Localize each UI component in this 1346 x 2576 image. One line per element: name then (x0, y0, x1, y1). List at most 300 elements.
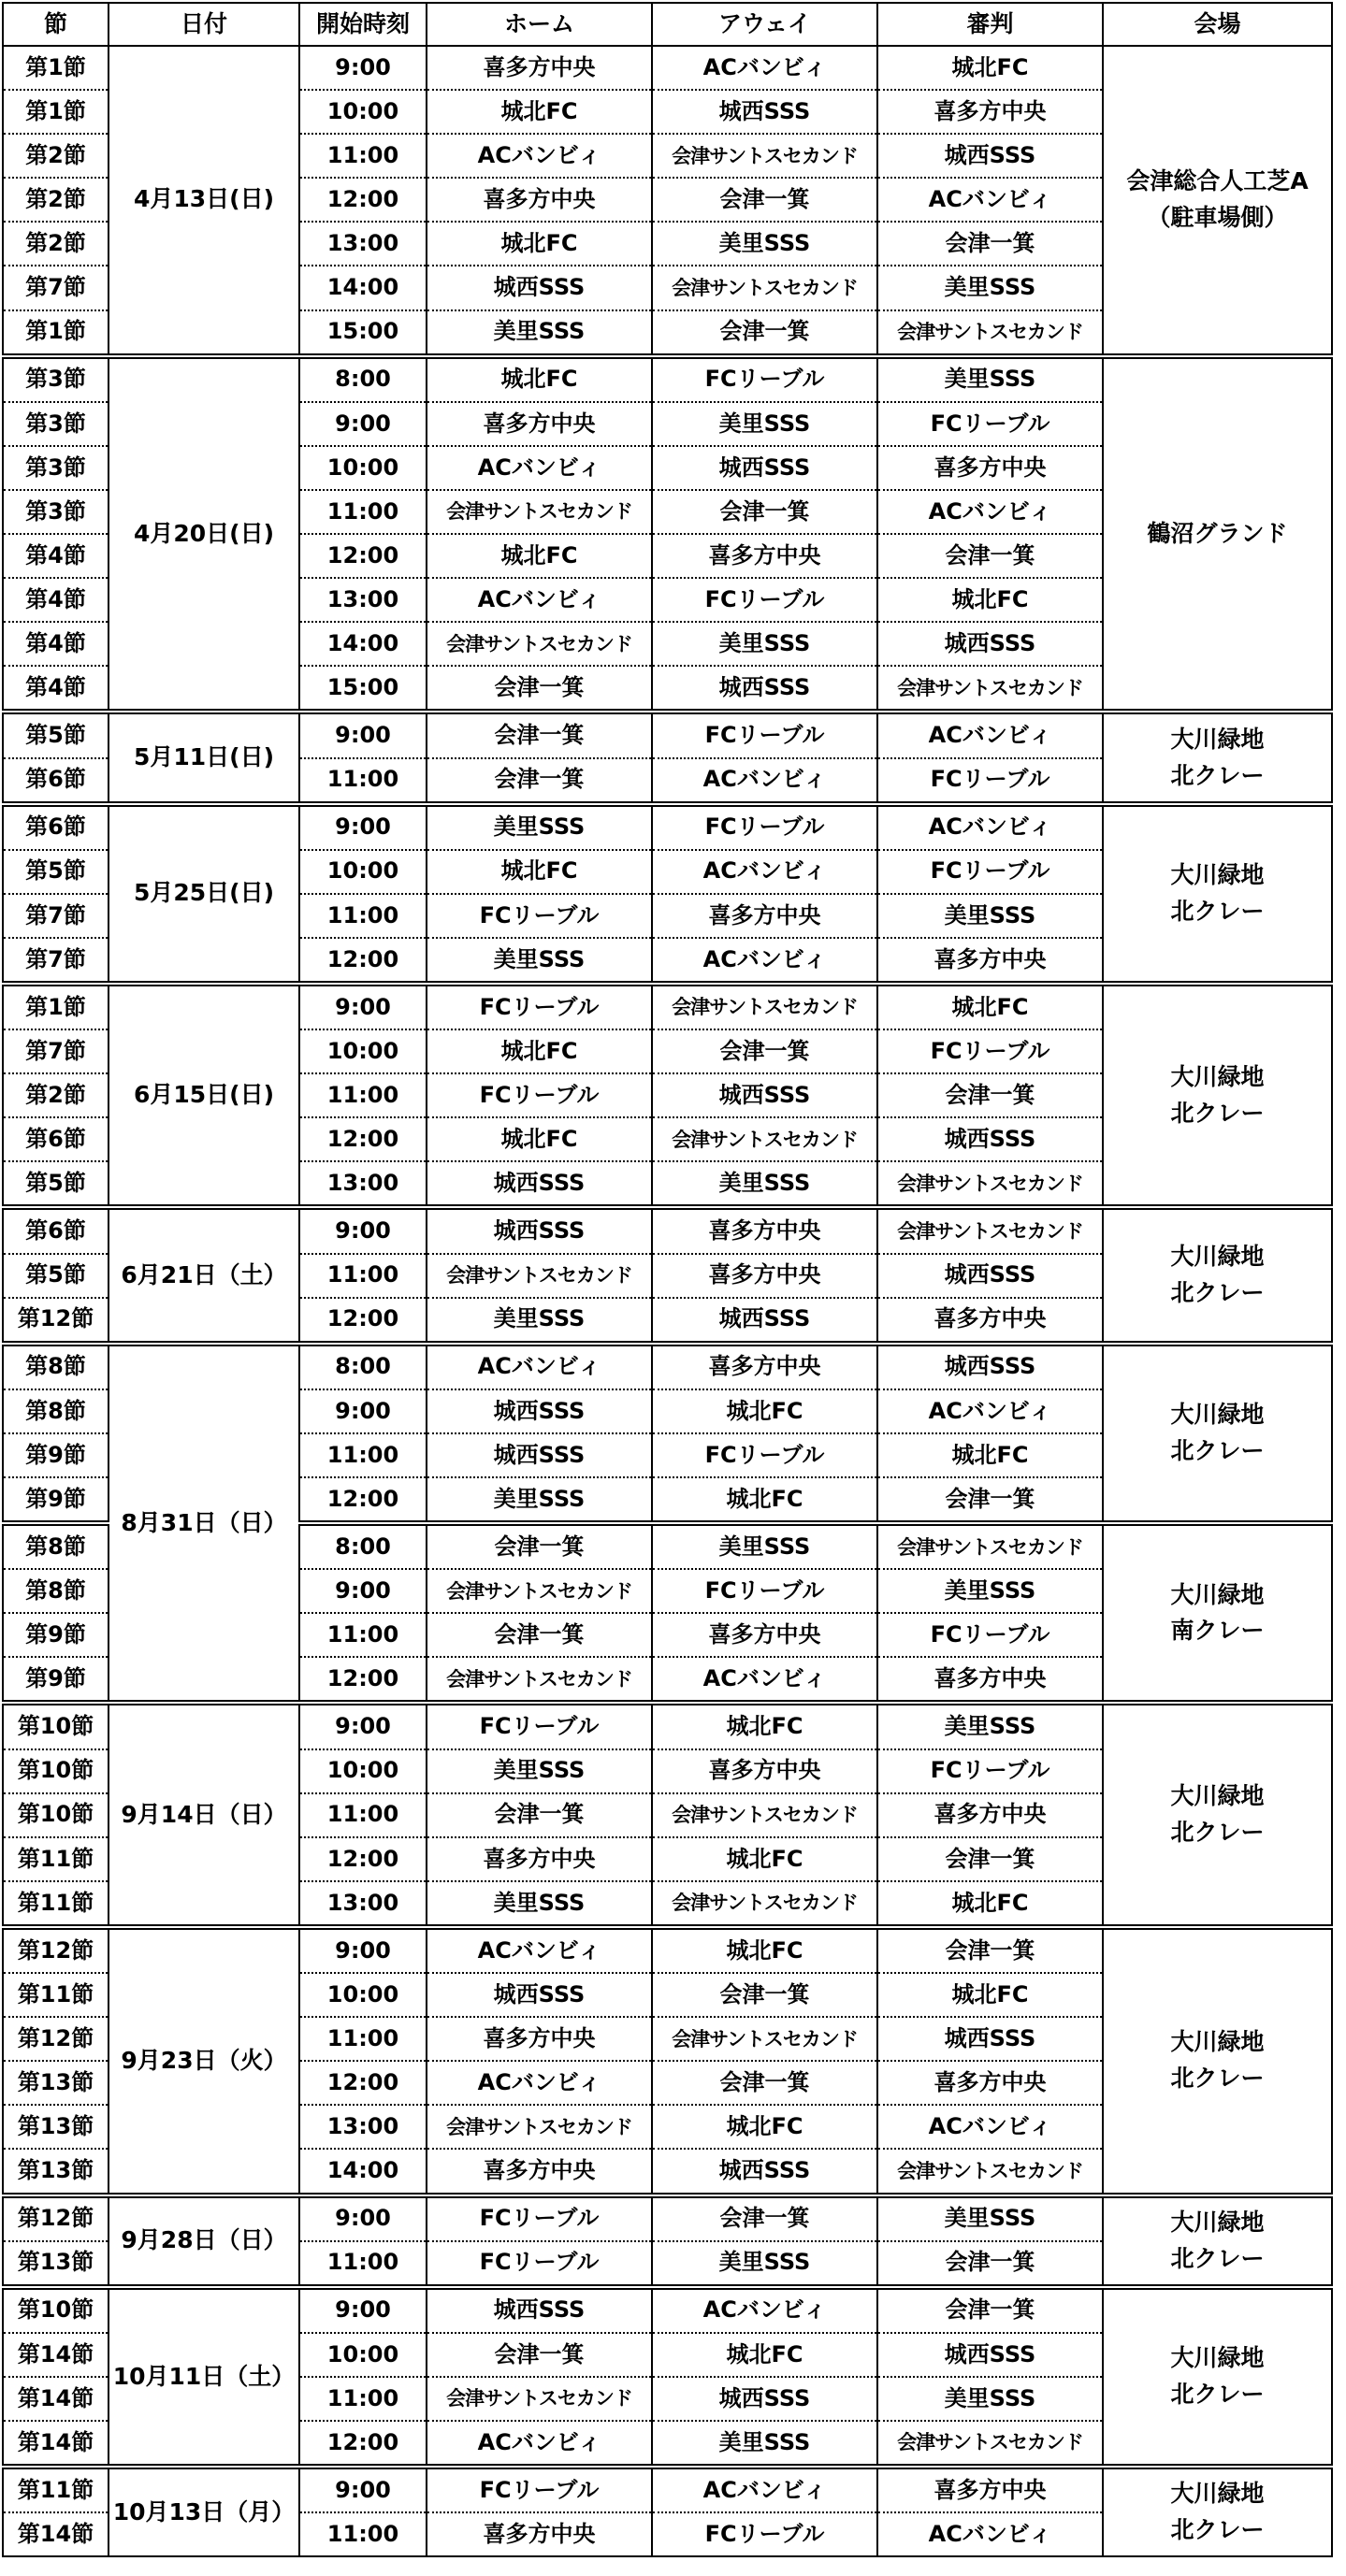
time-cell: 12:00 (299, 178, 427, 222)
venue-line: 北クレー (1170, 897, 1265, 925)
header-home: ホーム (427, 3, 652, 46)
header-referee: 審判 (877, 3, 1103, 46)
referee-cell: 喜多方中央 (877, 2061, 1103, 2105)
home-team-cell: 喜多方中央 (427, 2512, 652, 2556)
match-row (3, 1703, 1332, 1749)
referee-cell: 城北FC (877, 46, 1103, 90)
home-team-cell: 城北FC (427, 1117, 652, 1161)
venue-cell (1103, 984, 1332, 1207)
venue-line: （駐車場側） (1147, 203, 1288, 231)
setsu-cell: 第7節 (3, 894, 109, 938)
date-cell: 8月31日（日） (109, 1344, 299, 1704)
home-team-cell: 会津サントスセカンド (427, 1254, 652, 1298)
date-cell: 10月11日（土） (109, 2287, 299, 2467)
home-team-cell: ACバンビィ (427, 446, 652, 490)
setsu-cell: 第5節 (3, 1254, 109, 1298)
setsu-cell: 第1節 (3, 310, 109, 356)
referee-cell: 喜多方中央 (877, 90, 1103, 134)
away-team-cell: 城西SSS (652, 446, 877, 490)
referee-cell: FCリーブル (877, 1749, 1103, 1793)
referee-cell: 美里SSS (877, 266, 1103, 309)
date-cell: 6月15日(日) (109, 984, 299, 1207)
away-team-cell: 会津サントスセカンド (652, 1881, 877, 1927)
away-team-cell: FCリーブル (652, 356, 877, 402)
away-team-cell: 会津サントスセカンド (652, 1793, 877, 1837)
away-team-cell: 喜多方中央 (652, 1613, 877, 1657)
venue-cell (1103, 712, 1332, 803)
date-cell: 6月21日（土） (109, 1207, 299, 1343)
home-team-cell: 会津一箕 (427, 712, 652, 757)
setsu-cell: 第2節 (3, 178, 109, 222)
referee-cell: ACバンビィ (877, 2512, 1103, 2556)
venue-line: 大川緑地 (1170, 2480, 1265, 2508)
setsu-cell: 第11節 (3, 1881, 109, 1927)
home-team-cell: ACバンビィ (427, 2421, 652, 2467)
home-team-cell: 美里SSS (427, 804, 652, 850)
referee-cell: 会津一箕 (877, 1477, 1103, 1523)
time-cell: 13:00 (299, 222, 427, 266)
setsu-cell: 第11節 (3, 1973, 109, 2017)
away-team-cell: 城北FC (652, 1837, 877, 1881)
away-team-cell: FCリーブル (652, 1433, 877, 1477)
away-team-cell: 喜多方中央 (652, 534, 877, 578)
setsu-cell: 第2節 (3, 222, 109, 266)
time-cell: 9:00 (299, 2195, 427, 2241)
venue-cell (1103, 2467, 1332, 2556)
home-team-cell: 美里SSS (427, 938, 652, 984)
time-cell: 13:00 (299, 578, 427, 622)
time-cell: 9:00 (299, 2287, 427, 2333)
date-cell: 4月13日(日) (109, 46, 299, 356)
time-cell: 13:00 (299, 2105, 427, 2149)
time-cell: 13:00 (299, 1161, 427, 1207)
setsu-cell: 第9節 (3, 1657, 109, 1703)
setsu-cell: 第5節 (3, 1161, 109, 1207)
away-team-cell: 喜多方中央 (652, 1344, 877, 1389)
setsu-cell: 第12節 (3, 1927, 109, 1973)
setsu-cell: 第6節 (3, 1207, 109, 1253)
referee-cell: 美里SSS (877, 2195, 1103, 2241)
time-cell: 10:00 (299, 446, 427, 490)
match-row (3, 2467, 1332, 2512)
date-cell: 10月13日（月） (109, 2467, 299, 2556)
time-cell: 11:00 (299, 2512, 427, 2556)
home-team-cell: 会津一箕 (427, 758, 652, 804)
setsu-cell: 第8節 (3, 1389, 109, 1433)
setsu-cell: 第3節 (3, 356, 109, 402)
referee-cell: 会津サントスセカンド (877, 1523, 1103, 1569)
home-team-cell: 美里SSS (427, 310, 652, 356)
setsu-cell: 第7節 (3, 1029, 109, 1073)
time-cell: 11:00 (299, 758, 427, 804)
home-team-cell: 会津サントスセカンド (427, 490, 652, 534)
setsu-cell: 第13節 (3, 2061, 109, 2105)
setsu-cell: 第14節 (3, 2377, 109, 2421)
home-team-cell: 城北FC (427, 222, 652, 266)
away-team-cell: 城北FC (652, 2105, 877, 2149)
home-team-cell: 城西SSS (427, 1973, 652, 2017)
away-team-cell: 美里SSS (652, 2241, 877, 2287)
referee-cell: 城西SSS (877, 134, 1103, 178)
header-date: 日付 (109, 3, 299, 46)
away-team-cell: FCリーブル (652, 1569, 877, 1613)
referee-cell: 会津サントスセカンド (877, 2421, 1103, 2467)
time-cell: 11:00 (299, 1073, 427, 1117)
venue-cell (1103, 1523, 1332, 1703)
time-cell: 12:00 (299, 1117, 427, 1161)
time-cell: 15:00 (299, 310, 427, 356)
referee-cell: FCリーブル (877, 402, 1103, 446)
referee-cell: 会津一箕 (877, 2241, 1103, 2287)
time-cell: 11:00 (299, 134, 427, 178)
time-cell: 11:00 (299, 490, 427, 534)
home-team-cell: 美里SSS (427, 1298, 652, 1344)
away-team-cell: 城北FC (652, 1927, 877, 1973)
referee-cell: 城北FC (877, 984, 1103, 1029)
venue-cell (1103, 1927, 1332, 2195)
home-team-cell: 会津サントスセカンド (427, 1569, 652, 1613)
away-team-cell: 喜多方中央 (652, 1207, 877, 1253)
setsu-cell: 第14節 (3, 2333, 109, 2377)
setsu-cell: 第6節 (3, 804, 109, 850)
referee-cell: 会津一箕 (877, 1927, 1103, 1973)
away-team-cell: 城西SSS (652, 2377, 877, 2421)
schedule-body (3, 46, 1332, 2556)
header-setsu: 節 (3, 3, 109, 46)
time-cell: 12:00 (299, 2061, 427, 2105)
referee-cell: 美里SSS (877, 356, 1103, 402)
setsu-cell: 第10節 (3, 2287, 109, 2333)
home-team-cell: 城北FC (427, 850, 652, 894)
venue-line: 会津総合人工芝A (1126, 167, 1309, 195)
setsu-cell: 第10節 (3, 1749, 109, 1793)
match-row (3, 46, 1332, 90)
away-team-cell: 会津一箕 (652, 2061, 877, 2105)
time-cell: 10:00 (299, 90, 427, 134)
referee-cell: 会津サントスセカンド (877, 1161, 1103, 1207)
setsu-cell: 第10節 (3, 1703, 109, 1749)
time-cell: 8:00 (299, 1523, 427, 1569)
venue-line: 北クレー (1170, 2516, 1265, 2544)
venue-line: 大川緑地 (1170, 2208, 1265, 2236)
setsu-cell: 第6節 (3, 1117, 109, 1161)
referee-cell: 城北FC (877, 578, 1103, 622)
time-cell: 12:00 (299, 2421, 427, 2467)
away-team-cell: ACバンビィ (652, 938, 877, 984)
away-team-cell: 喜多方中央 (652, 894, 877, 938)
venue-cell (1103, 804, 1332, 984)
setsu-cell: 第5節 (3, 850, 109, 894)
away-team-cell: 会津一箕 (652, 1973, 877, 2017)
match-row (3, 804, 1332, 850)
referee-cell: 会津サントスセカンド (877, 666, 1103, 712)
referee-cell: 美里SSS (877, 2377, 1103, 2421)
match-row (3, 356, 1332, 402)
home-team-cell: 城西SSS (427, 1389, 652, 1433)
home-team-cell: 会津一箕 (427, 1793, 652, 1837)
setsu-cell: 第4節 (3, 666, 109, 712)
away-team-cell: 会津サントスセカンド (652, 1117, 877, 1161)
venue-line: 北クレー (1170, 2065, 1265, 2093)
venue-line: 北クレー (1170, 1436, 1265, 1464)
referee-cell: 城西SSS (877, 2017, 1103, 2061)
referee-cell: 会津一箕 (877, 534, 1103, 578)
setsu-cell: 第10節 (3, 1793, 109, 1837)
date-cell: 9月28日（日） (109, 2195, 299, 2287)
time-cell: 9:00 (299, 712, 427, 757)
time-cell: 11:00 (299, 2241, 427, 2287)
referee-cell: 城西SSS (877, 1344, 1103, 1389)
away-team-cell: 城北FC (652, 1477, 877, 1523)
setsu-cell: 第12節 (3, 2017, 109, 2061)
venue-cell (1103, 2287, 1332, 2467)
away-team-cell: ACバンビィ (652, 46, 877, 90)
home-team-cell: 会津サントスセカンド (427, 622, 652, 666)
away-team-cell: 会津サントスセカンド (652, 984, 877, 1029)
setsu-cell: 第8節 (3, 1523, 109, 1569)
away-team-cell: 城西SSS (652, 666, 877, 712)
match-row (3, 1927, 1332, 1973)
match-row (3, 1344, 1332, 1389)
time-cell: 9:00 (299, 984, 427, 1029)
time-cell: 12:00 (299, 938, 427, 984)
referee-cell: 喜多方中央 (877, 1657, 1103, 1703)
away-team-cell: FCリーブル (652, 578, 877, 622)
venue-line: 大川緑地 (1170, 1062, 1265, 1090)
referee-cell: 会津一箕 (877, 222, 1103, 266)
away-team-cell: 美里SSS (652, 222, 877, 266)
home-team-cell: 美里SSS (427, 1881, 652, 1927)
referee-cell: 喜多方中央 (877, 2467, 1103, 2512)
home-team-cell: FCリーブル (427, 1073, 652, 1117)
venue-cell (1103, 356, 1332, 712)
away-team-cell: 美里SSS (652, 1523, 877, 1569)
home-team-cell: 城北FC (427, 356, 652, 402)
time-cell: 10:00 (299, 2333, 427, 2377)
away-team-cell: 城西SSS (652, 1298, 877, 1344)
time-cell: 11:00 (299, 894, 427, 938)
venue-cell (1103, 1207, 1332, 1343)
match-row (3, 2287, 1332, 2333)
referee-cell: FCリーブル (877, 758, 1103, 804)
match-row (3, 712, 1332, 757)
referee-cell: ACバンビィ (877, 490, 1103, 534)
venue-line: 北クレー (1170, 761, 1265, 789)
setsu-cell: 第13節 (3, 2241, 109, 2287)
setsu-cell: 第2節 (3, 134, 109, 178)
home-team-cell: FCリーブル (427, 2195, 652, 2241)
time-cell: 11:00 (299, 2017, 427, 2061)
venue-line: 北クレー (1170, 1819, 1265, 1847)
venue-line: 大川緑地 (1170, 725, 1265, 753)
setsu-cell: 第12節 (3, 2195, 109, 2241)
away-team-cell: 会津一箕 (652, 2195, 877, 2241)
referee-cell: 会津一箕 (877, 1837, 1103, 1881)
time-cell: 12:00 (299, 1657, 427, 1703)
away-team-cell: FCリーブル (652, 712, 877, 757)
away-team-cell: 会津サントスセカンド (652, 134, 877, 178)
away-team-cell: 城西SSS (652, 2149, 877, 2195)
setsu-cell: 第2節 (3, 1073, 109, 1117)
referee-cell: 城北FC (877, 1433, 1103, 1477)
home-team-cell: ACバンビィ (427, 1344, 652, 1389)
setsu-cell: 第9節 (3, 1613, 109, 1657)
referee-cell: FCリーブル (877, 850, 1103, 894)
referee-cell: 美里SSS (877, 1569, 1103, 1613)
away-team-cell: 会津サントスセカンド (652, 2017, 877, 2061)
setsu-cell: 第3節 (3, 446, 109, 490)
referee-cell: 城西SSS (877, 2333, 1103, 2377)
away-team-cell: 喜多方中央 (652, 1254, 877, 1298)
setsu-cell: 第7節 (3, 266, 109, 309)
away-team-cell: ACバンビィ (652, 758, 877, 804)
away-team-cell: 喜多方中央 (652, 1749, 877, 1793)
away-team-cell: 美里SSS (652, 622, 877, 666)
setsu-cell: 第1節 (3, 46, 109, 90)
time-cell: 11:00 (299, 1793, 427, 1837)
date-cell: 5月11日(日) (109, 712, 299, 803)
time-cell: 10:00 (299, 850, 427, 894)
venue-line: 北クレー (1170, 2380, 1265, 2408)
away-team-cell: FCリーブル (652, 2512, 877, 2556)
time-cell: 9:00 (299, 2467, 427, 2512)
home-team-cell: 美里SSS (427, 1749, 652, 1793)
venue-line: 大川緑地 (1170, 1580, 1265, 1608)
referee-cell: ACバンビィ (877, 1389, 1103, 1433)
away-team-cell: ACバンビィ (652, 850, 877, 894)
setsu-cell: 第9節 (3, 1477, 109, 1523)
referee-cell: 会津サントスセカンド (877, 310, 1103, 356)
home-team-cell: FCリーブル (427, 984, 652, 1029)
time-cell: 11:00 (299, 1433, 427, 1477)
referee-cell: 城西SSS (877, 1254, 1103, 1298)
time-cell: 12:00 (299, 534, 427, 578)
referee-cell: 喜多方中央 (877, 938, 1103, 984)
setsu-cell: 第14節 (3, 2421, 109, 2467)
time-cell: 9:00 (299, 1389, 427, 1433)
referee-cell: 会津一箕 (877, 2287, 1103, 2333)
time-cell: 9:00 (299, 46, 427, 90)
home-team-cell: ACバンビィ (427, 134, 652, 178)
referee-cell: 美里SSS (877, 894, 1103, 938)
header-row (3, 3, 1332, 46)
time-cell: 12:00 (299, 1298, 427, 1344)
venue-line: 大川緑地 (1170, 1782, 1265, 1810)
time-cell: 15:00 (299, 666, 427, 712)
home-team-cell: 喜多方中央 (427, 1837, 652, 1881)
home-team-cell: 喜多方中央 (427, 2017, 652, 2061)
home-team-cell: 城北FC (427, 1029, 652, 1073)
referee-cell: 会津一箕 (877, 1073, 1103, 1117)
time-cell: 10:00 (299, 1749, 427, 1793)
setsu-cell: 第13節 (3, 2149, 109, 2195)
referee-cell: ACバンビィ (877, 712, 1103, 757)
date-cell: 4月20日(日) (109, 356, 299, 712)
referee-cell: 喜多方中央 (877, 1793, 1103, 1837)
home-team-cell: 城北FC (427, 90, 652, 134)
home-team-cell: 城西SSS (427, 2287, 652, 2333)
time-cell: 10:00 (299, 1029, 427, 1073)
home-team-cell: 喜多方中央 (427, 178, 652, 222)
setsu-cell: 第1節 (3, 984, 109, 1029)
time-cell: 13:00 (299, 1881, 427, 1927)
away-team-cell: ACバンビィ (652, 2467, 877, 2512)
header-time: 開始時刻 (299, 3, 427, 46)
away-team-cell: 会津一箕 (652, 178, 877, 222)
setsu-cell: 第4節 (3, 534, 109, 578)
referee-cell: ACバンビィ (877, 178, 1103, 222)
referee-cell: 城北FC (877, 1973, 1103, 2017)
time-cell: 12:00 (299, 1837, 427, 1881)
setsu-cell: 第11節 (3, 1837, 109, 1881)
home-team-cell: 会津一箕 (427, 666, 652, 712)
home-team-cell: 城西SSS (427, 1433, 652, 1477)
away-team-cell: 城北FC (652, 1703, 877, 1749)
setsu-cell: 第4節 (3, 622, 109, 666)
time-cell: 11:00 (299, 1613, 427, 1657)
home-team-cell: ACバンビィ (427, 1927, 652, 1973)
venue-cell (1103, 1703, 1332, 1926)
time-cell: 10:00 (299, 1973, 427, 2017)
setsu-cell: 第13節 (3, 2105, 109, 2149)
home-team-cell: 会津一箕 (427, 1523, 652, 1569)
venue-line: 南クレー (1170, 1617, 1265, 1645)
setsu-cell: 第8節 (3, 1344, 109, 1389)
home-team-cell: ACバンビィ (427, 2061, 652, 2105)
venue-line: 北クレー (1170, 1279, 1265, 1307)
home-team-cell: FCリーブル (427, 1703, 652, 1749)
setsu-cell: 第9節 (3, 1433, 109, 1477)
time-cell: 9:00 (299, 1207, 427, 1253)
setsu-cell: 第6節 (3, 758, 109, 804)
setsu-cell: 第4節 (3, 578, 109, 622)
referee-cell: 美里SSS (877, 1703, 1103, 1749)
time-cell: 9:00 (299, 1703, 427, 1749)
home-team-cell: FCリーブル (427, 2467, 652, 2512)
setsu-cell: 第3節 (3, 490, 109, 534)
time-cell: 11:00 (299, 1254, 427, 1298)
match-row (3, 2195, 1332, 2241)
setsu-cell: 第14節 (3, 2512, 109, 2556)
venue-line: 大川緑地 (1170, 2344, 1265, 2372)
venue-line: 鶴沼グランド (1147, 519, 1288, 547)
away-team-cell: 城西SSS (652, 90, 877, 134)
setsu-cell: 第8節 (3, 1569, 109, 1613)
setsu-cell: 第11節 (3, 2467, 109, 2512)
away-team-cell: 美里SSS (652, 1161, 877, 1207)
referee-cell: 城西SSS (877, 1117, 1103, 1161)
away-team-cell: 会津一箕 (652, 310, 877, 356)
referee-cell: 喜多方中央 (877, 1298, 1103, 1344)
away-team-cell: ACバンビィ (652, 2287, 877, 2333)
referee-cell: 会津サントスセカンド (877, 2149, 1103, 2195)
setsu-cell: 第7節 (3, 938, 109, 984)
away-team-cell: 会津一箕 (652, 1029, 877, 1073)
time-cell: 9:00 (299, 402, 427, 446)
referee-cell: 会津サントスセカンド (877, 1207, 1103, 1253)
venue-cell (1103, 2195, 1332, 2287)
referee-cell: 喜多方中央 (877, 446, 1103, 490)
referee-cell: ACバンビィ (877, 804, 1103, 850)
time-cell: 8:00 (299, 356, 427, 402)
home-team-cell: 城西SSS (427, 266, 652, 309)
time-cell: 14:00 (299, 266, 427, 309)
referee-cell: 城北FC (877, 1881, 1103, 1927)
away-team-cell: 城北FC (652, 2333, 877, 2377)
referee-cell: FCリーブル (877, 1613, 1103, 1657)
home-team-cell: FCリーブル (427, 894, 652, 938)
time-cell: 9:00 (299, 1569, 427, 1613)
